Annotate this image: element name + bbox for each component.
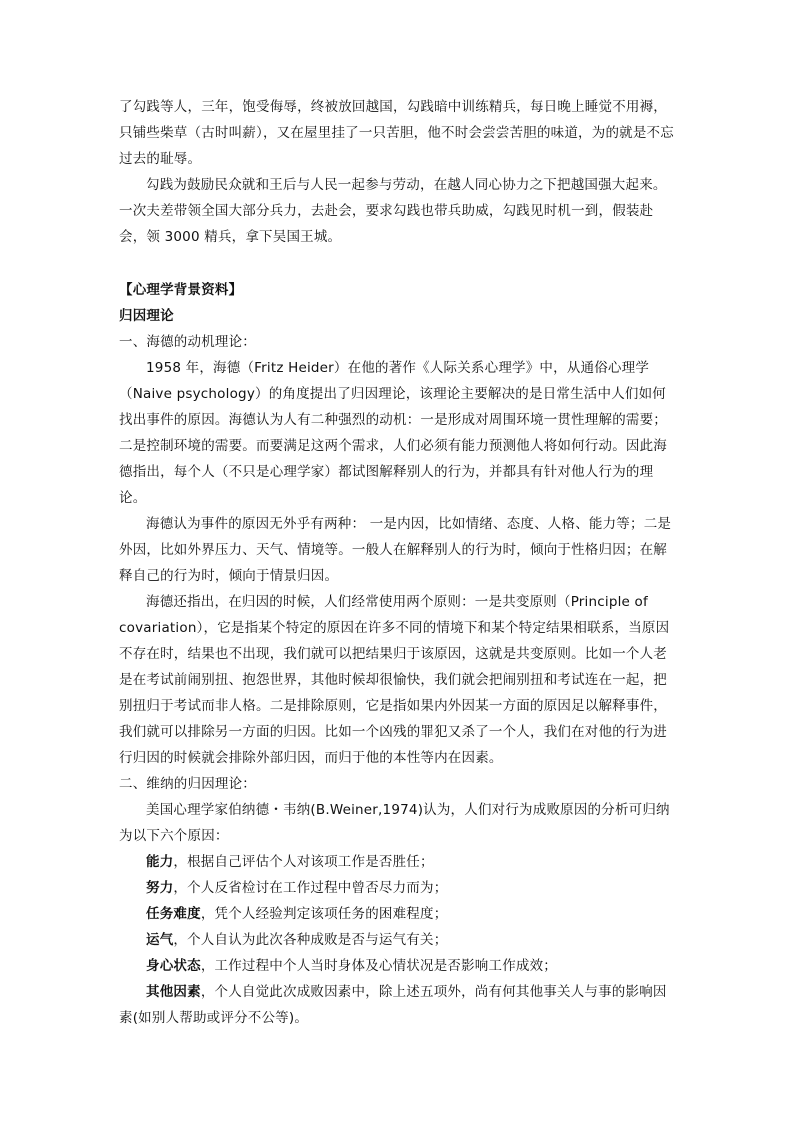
section-subtitle: 归因理论: [119, 308, 174, 324]
factor-term: 任务难度: [146, 906, 201, 922]
factor-task-difficulty: [119, 901, 679, 927]
part2-intro: 美国心理学家伯纳德・韦纳(B.Weiner,1974)认为，人们对行为成败原因的分析可归纳为以下六个原因：: [119, 802, 670, 844]
factor-term: 能力: [146, 854, 174, 870]
document-body: [119, 94, 679, 1031]
factor-desc: ，工作过程中个人当时身体及心情状况是否影响工作成效；: [200, 958, 558, 974]
part1-paragraph-1: 1958 年，海德（Fritz Heider）在他的著作《人际关系心理学》中，从通俗心理学（Naive psychology）的角度提出了归因理论，该理论主要解决的是日常生活中人们如何找出事件的原因。海德认为人有二种强烈的动机：一是形成对周围环境一贯性理解的需要；二是控制环境的需要。而要满足这两个需求，人们必须有能力预测他人将如何行动。因此海德指出，每个人（不只是心理学家）都试图解释别人的行为，并都具有针对他人行为的理论。: [119, 360, 667, 506]
factor-physical-mental-state: [119, 953, 679, 979]
story-paragraph-1: 了勾践等人，三年，饱受侮辱，终被放回越国，勾践暗中训练精兵，每日晚上睡觉不用褥，只铺些柴草（古时叫薪），又在屋里挂了一只苦胆，他不时会尝尝苦胆的味道，为的就是不忘过去的耻辱。: [119, 99, 674, 167]
factor-ability: [119, 849, 679, 875]
factor-term: 运气: [146, 932, 174, 948]
story-paragraph-2: 勾践为鼓励民众就和王后与人民一起参与劳动，在越人同心协力之下把越国强大起来。一次夫差带领全国大部分兵力，去赴会，要求勾践也带兵助威，勾践见时机一到，假装赴会，领 3000 精兵，拿下吴国王城。: [119, 177, 667, 245]
factor-desc: ，凭个人经验判定该项任务的困难程度；: [200, 906, 448, 922]
section-title: 【心理学背景资料】: [119, 282, 243, 298]
factor-desc: ，个人自觉此次成败因素中，除上述五项外，尚有何其他事关人与事的影响因素(如别人帮助或评分不公等)。: [119, 984, 667, 1026]
factor-desc: ，个人自认为此次各种成败是否与运气有关；: [173, 932, 448, 948]
part1-heading: 一、海德的动机理论：: [119, 334, 256, 350]
factor-other: [119, 979, 679, 1031]
factor-term: 身心状态: [146, 958, 201, 974]
part2-heading: 二、维纳的归因理论：: [119, 776, 256, 792]
factor-desc: ，根据自己评估个人对该项工作是否胜任；: [173, 854, 434, 870]
factor-term: 努力: [146, 880, 174, 896]
factor-luck: [119, 927, 679, 953]
part1-paragraph-3: 海德还指出，在归因的时候，人们经常使用两个原则：一是共变原则（Principle of covariation），它是指某个特定的原因在许多不同的情境下和某个特定结果相联系，当原因不存在时，结果也不出现，我们就可以把结果归于该原因，这就是共变原则。比如一个人老是在考试前闹别扭、抱怨世界，其他时候却很愉快，我们就会把闹别扭和考试连在一起，把别扭归于考试而非人格。二是排除原则，它是指如果内外因某一方面的原因足以解释事件，我们就可以排除另一方面的归因。比如一个凶残的罪犯又杀了一个人，我们在对他的行为进行归因的时候就会排除外部归因，而归于他的本性等内在因素。: [119, 594, 670, 766]
part1-paragraph-2: 海德认为事件的原因无外乎有两种： 一是内因，比如情绪、态度、人格、能力等；二是外因，比如外界压力、天气、情境等。一般人在解释别人的行为时，倾向于性格归因；在解释自己的行为时，倾向于情景归因。: [119, 516, 672, 584]
factor-effort: [119, 875, 679, 901]
factor-desc: ，个人反省检讨在工作过程中曾否尽力而为；: [173, 880, 448, 896]
factor-term: 其他因素: [146, 984, 201, 1000]
